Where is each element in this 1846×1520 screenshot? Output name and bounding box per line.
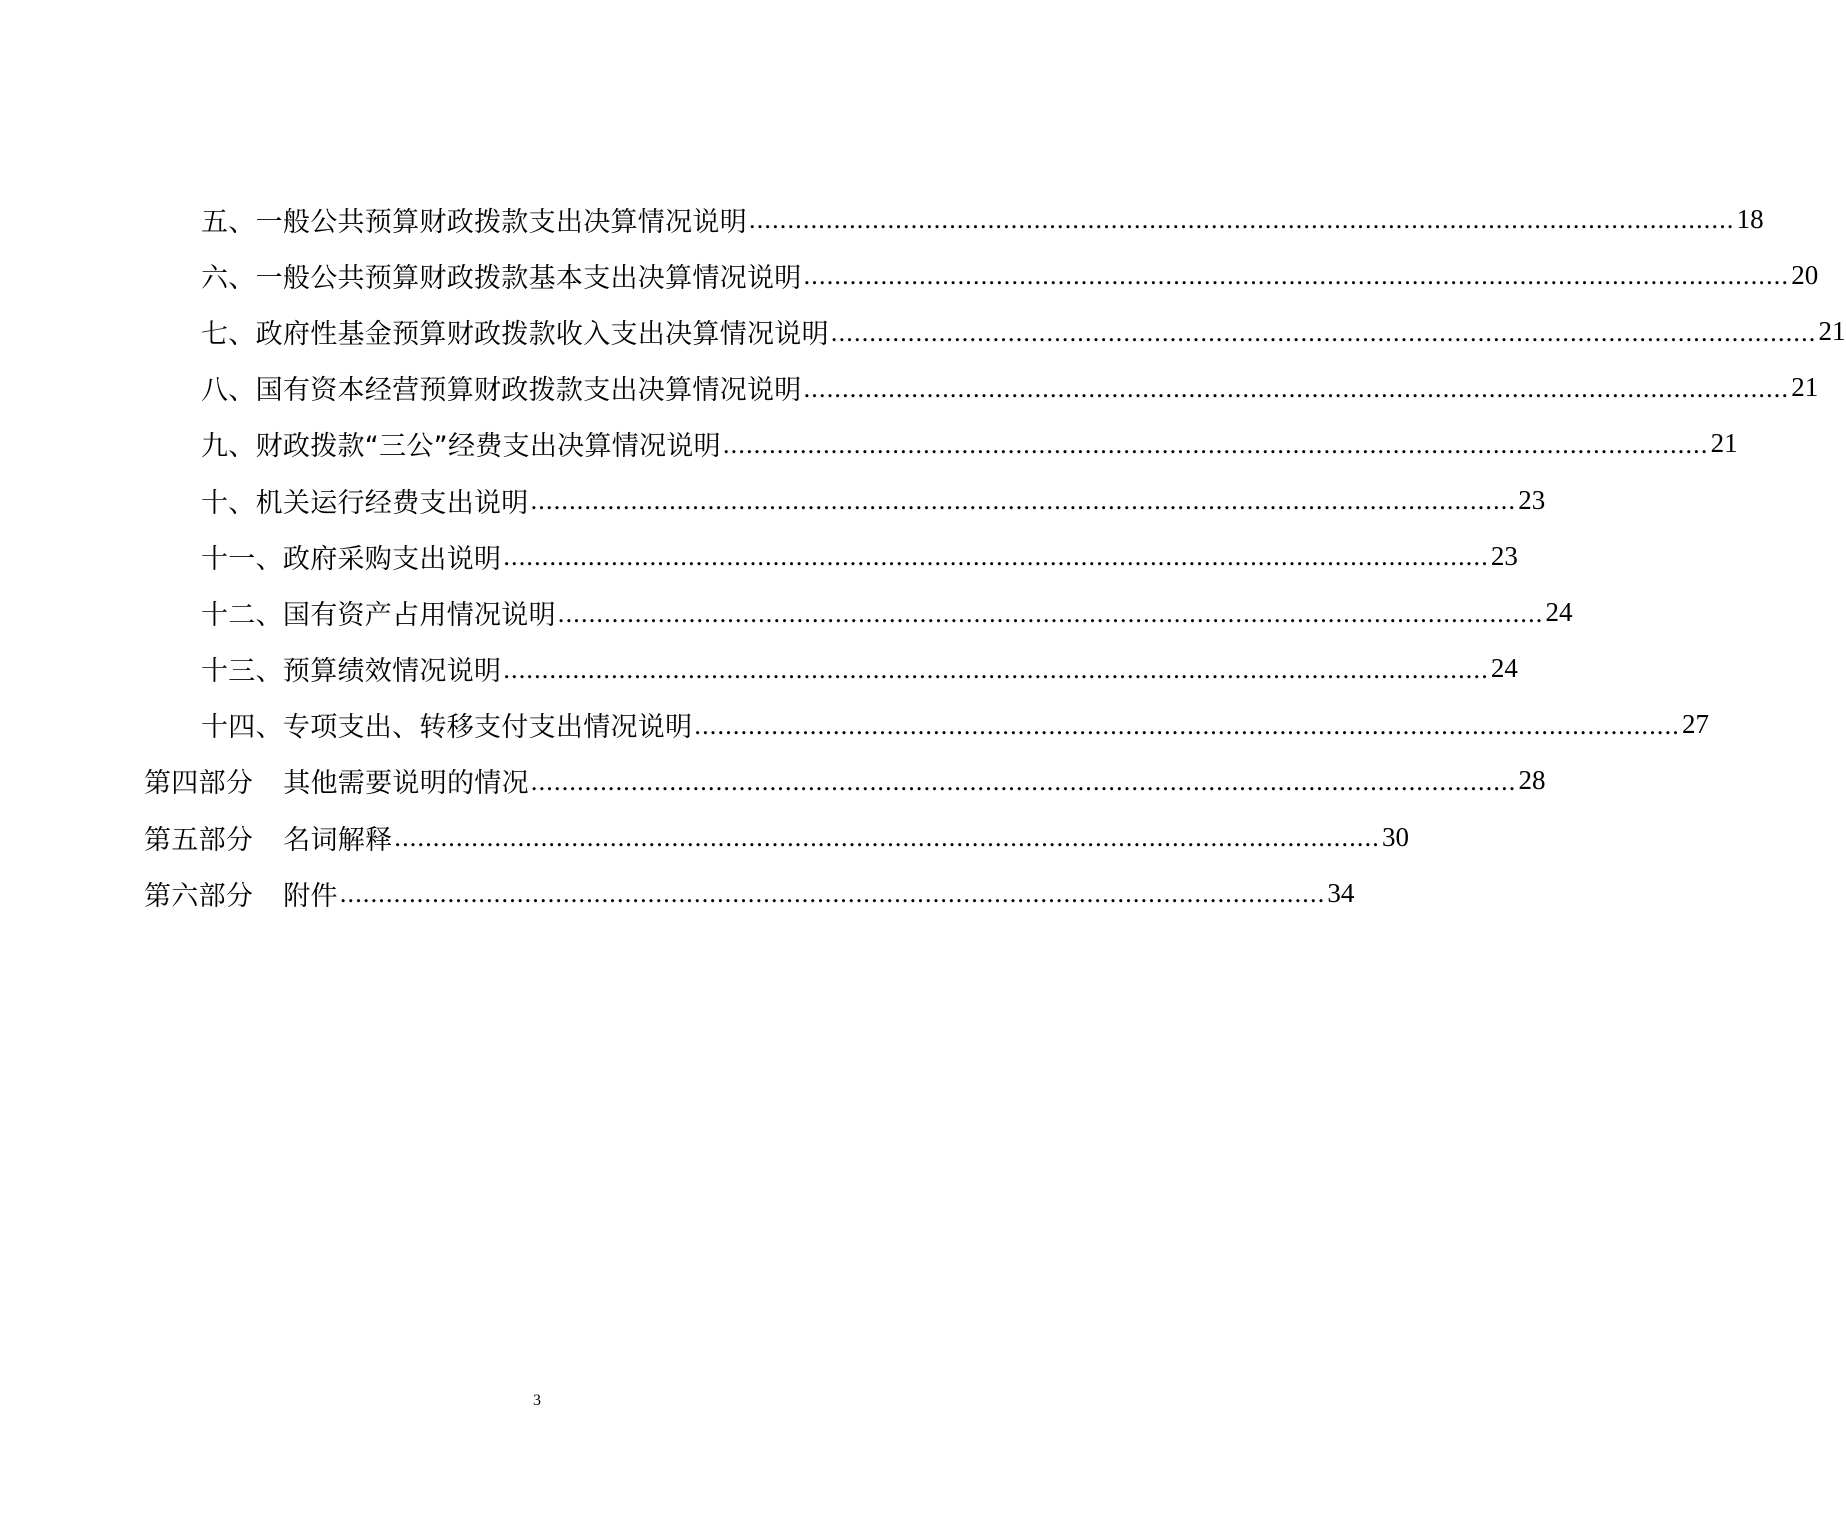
toc-entry-title: 十、机关运行经费支出说明 <box>201 487 529 519</box>
toc-part-heading <box>144 874 338 913</box>
toc-part-heading <box>144 761 529 800</box>
toc-entry-page: 21 <box>1818 315 1846 346</box>
toc-entry[interactable] <box>0 641 1518 697</box>
toc-entry[interactable] <box>0 528 1518 584</box>
dot-leader: ................................................................................................................................ <box>803 261 1790 291</box>
toc-entry-title: 十一、政府采购支出说明 <box>201 543 502 575</box>
toc-entry-title: 十四、专项支出、转移支付支出情况说明 <box>201 712 693 744</box>
dot-leader: ................................................................................................................................ <box>503 542 1489 572</box>
toc-part-title: 名词解释 <box>283 824 393 856</box>
toc-entry[interactable] <box>0 247 1819 303</box>
toc-entry-title: 九、财政拨款“三公”经费支出决算情况说明 <box>201 431 721 463</box>
toc-entry-title: 五、一般公共预算财政拨款支出决算情况说明 <box>201 206 747 238</box>
dot-leader: ................................................................................................................................ <box>722 429 1709 459</box>
table-of-contents <box>0 191 1846 921</box>
toc-part-title: 其他需要说明的情况 <box>283 768 529 800</box>
toc-part-number: 第四部分 <box>144 768 254 800</box>
toc-entry-page: 34 <box>1327 877 1355 908</box>
toc-entry[interactable] <box>0 697 1710 753</box>
toc-entry[interactable] <box>0 191 1764 247</box>
toc-part-title: 附件 <box>283 880 338 912</box>
toc-entry[interactable] <box>0 584 1573 640</box>
toc-entry-title: 七、政府性基金预算财政拨款收入支出决算情况说明 <box>201 318 829 350</box>
toc-entry-page: 23 <box>1490 540 1518 571</box>
toc-entry-page: 30 <box>1382 821 1410 852</box>
dot-leader: ................................................................................................................................ <box>557 598 1544 628</box>
toc-entry-page: 18 <box>1736 203 1764 234</box>
toc-entry-page: 21 <box>1710 428 1738 459</box>
toc-entry-page: 24 <box>1490 653 1518 684</box>
dot-leader: ................................................................................................................................ <box>530 486 1517 516</box>
toc-entry-page: 28 <box>1518 765 1546 796</box>
toc-entry-page: 20 <box>1791 259 1819 290</box>
dot-leader: ................................................................................................................................ <box>803 373 1790 403</box>
toc-entry[interactable] <box>0 416 1738 472</box>
toc-entry[interactable] <box>0 303 1846 359</box>
dot-leader: ................................................................................................................................ <box>394 823 1381 853</box>
toc-entry[interactable] <box>0 472 1546 528</box>
dot-leader: ................................................................................................................................ <box>503 654 1489 684</box>
page-number: 3 <box>533 1392 541 1409</box>
toc-part-entry[interactable] <box>0 753 1546 809</box>
toc-entry-page: 21 <box>1791 372 1819 403</box>
dot-leader: ................................................................................................................................ <box>530 767 1517 797</box>
toc-part-number: 第六部分 <box>144 880 254 912</box>
dot-leader: ................................................................................................................................ <box>749 205 1735 235</box>
toc-entry-title: 八、国有资本经营预算财政拨款支出决算情况说明 <box>201 375 802 407</box>
toc-part-entry[interactable] <box>0 809 1410 865</box>
dot-leader: ................................................................................................................................ <box>830 317 1817 347</box>
toc-part-number: 第五部分 <box>144 824 254 856</box>
toc-entry-page: 23 <box>1518 484 1546 515</box>
dot-leader: ................................................................................................................................ <box>339 879 1326 909</box>
toc-entry-page: 24 <box>1545 596 1573 627</box>
toc-entry-title: 六、一般公共预算财政拨款基本支出决算情况说明 <box>201 262 802 294</box>
toc-entry-title: 十二、国有资产占用情况说明 <box>201 599 556 631</box>
toc-entry-title: 十三、预算绩效情况说明 <box>201 656 502 688</box>
dot-leader: ................................................................................................................................ <box>694 710 1681 740</box>
toc-entry-page: 27 <box>1682 709 1710 740</box>
toc-entry[interactable] <box>0 360 1819 416</box>
toc-part-entry[interactable] <box>0 865 1355 921</box>
toc-part-heading <box>144 818 392 857</box>
